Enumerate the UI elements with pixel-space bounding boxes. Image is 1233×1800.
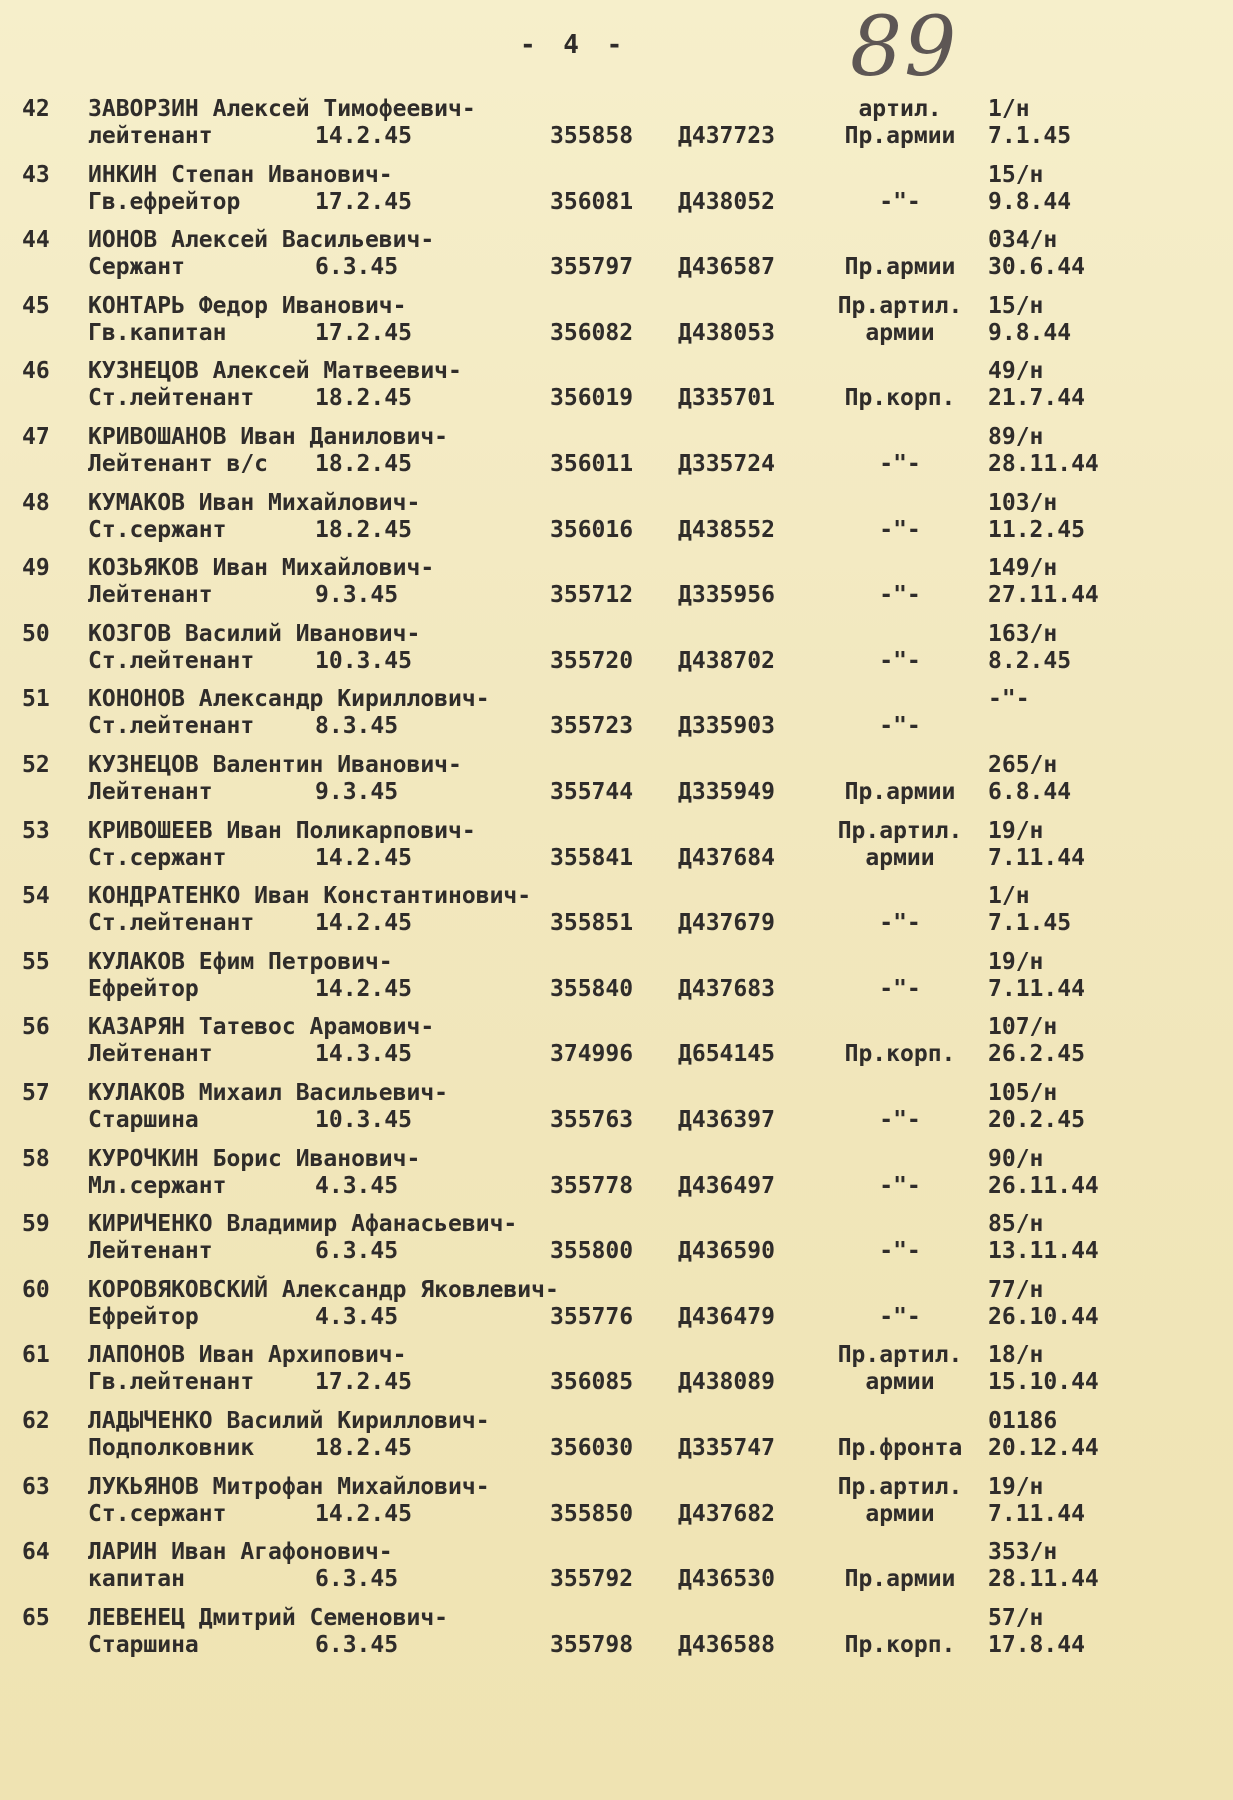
person-name: ЛУКЬЯНОВ Митрофан Михайлович- bbox=[88, 1473, 490, 1500]
order-number: 77/н bbox=[988, 1276, 1044, 1303]
person-rank: Подполковник bbox=[88, 1435, 255, 1461]
order-number: 034/н bbox=[988, 227, 1058, 254]
award-number: 355792 bbox=[550, 1566, 634, 1593]
record-number: 63 bbox=[22, 1473, 50, 1500]
order-number: 19/н bbox=[988, 948, 1044, 975]
person-rank: Ст.сержант bbox=[88, 1500, 227, 1527]
person-name: КРИВОШЕЕВ Иван Поликарпович- bbox=[88, 817, 476, 844]
order-number: 57/н bbox=[988, 1604, 1044, 1631]
list-item bbox=[0, 158, 1233, 224]
order-issuer: -"- bbox=[879, 1172, 921, 1199]
order-number: 15/н bbox=[988, 161, 1044, 188]
person-name: КОНДРАТЕНКО Иван Константинович- bbox=[88, 883, 532, 910]
person-name: ЛАПОНОВ Иван Архипович- bbox=[88, 1342, 407, 1369]
list-item bbox=[0, 1142, 1233, 1208]
record-number: 59 bbox=[22, 1211, 50, 1238]
document-number: Д436588 bbox=[678, 1631, 775, 1658]
record-number: 61 bbox=[22, 1342, 50, 1369]
person-name: КУЗНЕЦОВ Валентин Иванович- bbox=[88, 752, 462, 778]
document-number: Д438052 bbox=[678, 188, 775, 215]
document-number: Д436590 bbox=[678, 1238, 775, 1265]
award-number: 356030 bbox=[550, 1435, 634, 1461]
document-number: Д437682 bbox=[678, 1500, 775, 1527]
award-date: 18.2.45 bbox=[315, 1435, 412, 1461]
order-issuer: -"- bbox=[879, 1238, 921, 1265]
person-name: КУЛАКОВ Ефим Петрович- bbox=[88, 948, 393, 975]
order-date: 20.2.45 bbox=[988, 1107, 1085, 1133]
order-issuer: Пр.фронта bbox=[837, 1435, 963, 1461]
list-item bbox=[0, 1273, 1233, 1339]
person-name: ИОНОВ Алексей Васильевич- bbox=[88, 227, 435, 254]
order-date: 30.6.44 bbox=[988, 254, 1085, 281]
record-number: 50 bbox=[22, 620, 50, 647]
order-number: 85/н bbox=[988, 1211, 1044, 1238]
document-number: Д437683 bbox=[678, 975, 775, 1002]
order-date: 9.8.44 bbox=[988, 188, 1072, 215]
document-number: Д436479 bbox=[678, 1303, 775, 1330]
person-name: ЛЕВЕНЕЦ Дмитрий Семенович- bbox=[88, 1604, 449, 1631]
award-number: 355712 bbox=[550, 582, 634, 609]
record-number: 48 bbox=[22, 489, 50, 516]
list-item bbox=[0, 420, 1233, 486]
record-number: 46 bbox=[22, 358, 50, 385]
award-number: 355776 bbox=[550, 1303, 634, 1330]
award-number: 356082 bbox=[550, 319, 634, 346]
document-number: Д438552 bbox=[678, 516, 775, 543]
order-issuer: Пр.артил. армии bbox=[837, 1473, 963, 1527]
order-issuer: -"- bbox=[879, 516, 921, 543]
person-name: КУМАКОВ Иван Михайлович- bbox=[88, 489, 421, 516]
order-date: 7.11.44 bbox=[988, 1500, 1085, 1527]
person-name: ЛАРИН Иван Агафонович- bbox=[88, 1539, 393, 1566]
person-name: КИРИЧЕНКО Владимир Афанасьевич- bbox=[88, 1211, 518, 1238]
award-date: 6.3.45 bbox=[315, 1238, 399, 1265]
order-date: 27.11.44 bbox=[988, 582, 1099, 609]
document-number: Д335949 bbox=[678, 779, 775, 805]
list-item bbox=[0, 682, 1233, 748]
order-number: 15/н bbox=[988, 292, 1044, 319]
award-number: 355744 bbox=[550, 779, 634, 805]
list-item bbox=[0, 92, 1233, 158]
award-number: 355851 bbox=[550, 910, 634, 937]
order-date: 15.10.44 bbox=[988, 1369, 1099, 1396]
award-number: 356019 bbox=[550, 385, 634, 412]
order-number: 1/н bbox=[988, 96, 1030, 122]
order-issuer: Пр.армии bbox=[844, 1566, 956, 1593]
order-issuer: -"- bbox=[879, 582, 921, 609]
order-date: 20.12.44 bbox=[988, 1435, 1099, 1461]
person-rank: Старшина bbox=[88, 1107, 199, 1133]
award-date: 6.3.45 bbox=[315, 254, 399, 281]
person-rank: Ефрейтор bbox=[88, 975, 199, 1002]
award-number: 355763 bbox=[550, 1107, 634, 1133]
list-item bbox=[0, 617, 1233, 683]
order-issuer: артил. Пр.армии bbox=[844, 96, 956, 149]
order-issuer: -"- bbox=[879, 188, 921, 215]
person-rank: Ст.сержант bbox=[88, 844, 227, 871]
award-number: 355858 bbox=[550, 123, 634, 149]
order-issuer: -"- bbox=[879, 910, 921, 937]
order-issuer: -"- bbox=[879, 975, 921, 1002]
record-number: 60 bbox=[22, 1276, 50, 1303]
award-number: 355841 bbox=[550, 844, 634, 871]
list-item bbox=[0, 486, 1233, 552]
record-number: 42 bbox=[22, 96, 50, 122]
award-number: 356081 bbox=[550, 188, 634, 215]
list-item bbox=[0, 945, 1233, 1011]
award-date: 10.3.45 bbox=[315, 1107, 412, 1133]
order-issuer: Пр.корп. bbox=[844, 385, 956, 412]
person-rank: капитан bbox=[88, 1566, 185, 1593]
person-rank: Старшина bbox=[88, 1631, 199, 1658]
person-rank: Мл.сержант bbox=[88, 1172, 227, 1199]
order-number: 49/н bbox=[988, 358, 1044, 385]
person-rank: Ст.сержант bbox=[88, 516, 227, 543]
award-date: 9.3.45 bbox=[315, 779, 399, 805]
document-number: Д437679 bbox=[678, 910, 775, 937]
document-number: Д335747 bbox=[678, 1435, 775, 1461]
page-number: - 4 - bbox=[520, 30, 629, 60]
award-number: 356085 bbox=[550, 1369, 634, 1396]
award-date: 8.3.45 bbox=[315, 713, 399, 740]
document-number: Д438053 bbox=[678, 319, 775, 346]
order-number: 18/н bbox=[988, 1342, 1044, 1369]
order-date: 7.11.44 bbox=[988, 844, 1085, 871]
order-number: 19/н bbox=[988, 1473, 1044, 1500]
document-number: Д335956 bbox=[678, 582, 775, 609]
document-number: Д335701 bbox=[678, 385, 775, 412]
record-number: 53 bbox=[22, 817, 50, 844]
order-issuer: -"- bbox=[879, 713, 921, 740]
award-date: 17.2.45 bbox=[315, 319, 412, 346]
order-number: 1/н bbox=[988, 883, 1030, 910]
list-item bbox=[0, 1404, 1233, 1470]
list-item bbox=[0, 1535, 1233, 1601]
list-item bbox=[0, 551, 1233, 617]
order-date: 26.10.44 bbox=[988, 1303, 1099, 1330]
person-name: КОЗЬЯКОВ Иван Михайлович- bbox=[88, 555, 435, 582]
person-name: КОНТАРЬ Федор Иванович- bbox=[88, 292, 407, 319]
list-item bbox=[0, 223, 1233, 289]
order-date: 6.8.44 bbox=[988, 779, 1072, 805]
document-number: Д436497 bbox=[678, 1172, 775, 1199]
order-date: 13.11.44 bbox=[988, 1238, 1099, 1265]
document-number: Д437723 bbox=[678, 123, 775, 149]
record-number: 52 bbox=[22, 752, 50, 778]
document-number: Д335724 bbox=[678, 451, 775, 477]
record-number: 51 bbox=[22, 686, 50, 713]
person-rank: Лейтенант bbox=[88, 1238, 213, 1265]
record-number: 65 bbox=[22, 1604, 50, 1631]
award-number: 355720 bbox=[550, 647, 634, 674]
document-number: Д335903 bbox=[678, 713, 775, 740]
award-number: 356016 bbox=[550, 516, 634, 543]
award-number: 374996 bbox=[550, 1041, 634, 1068]
list-item bbox=[0, 879, 1233, 945]
award-date: 14.3.45 bbox=[315, 1041, 412, 1068]
order-number: 265/н bbox=[988, 752, 1058, 778]
person-rank: Лейтенант в/с bbox=[88, 451, 269, 477]
person-rank: Лейтенант bbox=[88, 1041, 213, 1068]
document-number: Д438089 bbox=[678, 1369, 775, 1396]
person-rank: Сержант bbox=[88, 254, 185, 281]
person-rank: лейтенант bbox=[88, 123, 213, 149]
order-date: 9.8.44 bbox=[988, 319, 1072, 346]
order-number: 89/н bbox=[988, 424, 1044, 450]
record-number: 54 bbox=[22, 883, 50, 910]
record-number: 44 bbox=[22, 227, 50, 254]
award-date: 10.3.45 bbox=[315, 647, 412, 674]
order-issuer: Пр.армии bbox=[844, 779, 956, 805]
person-rank: Ст.лейтенант bbox=[88, 910, 255, 937]
award-date: 18.2.45 bbox=[315, 385, 412, 412]
record-number: 56 bbox=[22, 1014, 50, 1041]
person-name: КОЗГОВ Василий Иванович- bbox=[88, 620, 421, 647]
order-issuer: -"- bbox=[879, 451, 921, 477]
order-issuer: Пр.артил. армии bbox=[837, 817, 963, 871]
award-date: 14.2.45 bbox=[315, 975, 412, 1002]
person-name: ЗАВОРЗИН Алексей Тимофеевич- bbox=[88, 96, 476, 122]
order-issuer: Пр.артил. армии bbox=[837, 1342, 963, 1396]
order-issuer: Пр.артил. армии bbox=[837, 292, 963, 346]
person-name: КУРОЧКИН Борис Иванович- bbox=[88, 1145, 421, 1172]
award-number: 355850 bbox=[550, 1500, 634, 1527]
award-number: 355797 bbox=[550, 254, 634, 281]
list-item bbox=[0, 1338, 1233, 1404]
person-name: КУЛАКОВ Михаил Васильевич- bbox=[88, 1080, 449, 1106]
award-number: 356011 bbox=[550, 451, 634, 477]
order-issuer: Пр.корп. bbox=[844, 1631, 956, 1658]
document-number: Д436587 bbox=[678, 254, 775, 281]
document-number: Д436397 bbox=[678, 1107, 775, 1133]
person-rank: Лейтенант bbox=[88, 779, 213, 805]
list-item bbox=[0, 1076, 1233, 1142]
order-date: 11.2.45 bbox=[988, 516, 1085, 543]
document-number: Д437684 bbox=[678, 844, 775, 871]
award-date: 14.2.45 bbox=[315, 1500, 412, 1527]
person-rank: Ст.лейтенант bbox=[88, 647, 255, 674]
order-date: 17.8.44 bbox=[988, 1631, 1085, 1658]
record-number: 55 bbox=[22, 948, 50, 975]
person-rank: Ст.лейтенант bbox=[88, 713, 255, 740]
order-date: 7.1.45 bbox=[988, 910, 1072, 937]
record-number: 49 bbox=[22, 555, 50, 582]
award-date: 17.2.45 bbox=[315, 188, 412, 215]
order-number: 149/н bbox=[988, 555, 1058, 582]
document-number: Д436530 bbox=[678, 1566, 775, 1593]
award-date: 14.2.45 bbox=[315, 844, 412, 871]
order-number: 19/н bbox=[988, 817, 1044, 844]
list-item bbox=[0, 354, 1233, 420]
order-date: 28.11.44 bbox=[988, 1566, 1099, 1593]
award-number: 355840 bbox=[550, 975, 634, 1002]
person-name: КОРОВЯКОВСКИЙ Александр Яковлевич- bbox=[88, 1276, 559, 1303]
document-number: Д654145 bbox=[678, 1041, 775, 1068]
order-number: 90/н bbox=[988, 1145, 1044, 1172]
award-date: 6.3.45 bbox=[315, 1566, 399, 1593]
person-name: КУЗНЕЦОВ Алексей Матвеевич- bbox=[88, 358, 462, 385]
record-number: 57 bbox=[22, 1080, 50, 1106]
record-number: 62 bbox=[22, 1408, 50, 1434]
order-date: 21.7.44 bbox=[988, 385, 1085, 412]
order-date: 26.2.45 bbox=[988, 1041, 1085, 1068]
list-item bbox=[0, 814, 1233, 880]
person-name: ИНКИН Степан Иванович- bbox=[88, 161, 393, 188]
order-number: -"- bbox=[988, 686, 1030, 713]
order-number: 01186 bbox=[988, 1408, 1058, 1434]
person-rank: Ефрейтор bbox=[88, 1303, 199, 1330]
person-rank: Лейтенант bbox=[88, 582, 213, 609]
person-rank: Гв.ефрейтор bbox=[88, 188, 241, 215]
record-number: 47 bbox=[22, 424, 50, 450]
person-name: КРИВОШАНОВ Иван Данилович- bbox=[88, 424, 449, 450]
order-issuer: Пр.армии bbox=[844, 254, 956, 281]
list-item bbox=[0, 748, 1233, 814]
award-date: 14.2.45 bbox=[315, 910, 412, 937]
award-number: 355778 bbox=[550, 1172, 634, 1199]
order-issuer: Пр.корп. bbox=[844, 1041, 956, 1068]
order-number: 353/н bbox=[988, 1539, 1058, 1566]
order-date: 26.11.44 bbox=[988, 1172, 1099, 1199]
order-number: 107/н bbox=[988, 1014, 1058, 1041]
person-rank: Ст.лейтенант bbox=[88, 385, 255, 412]
document-number: Д438702 bbox=[678, 647, 775, 674]
record-number: 43 bbox=[22, 161, 50, 188]
list-item bbox=[0, 1601, 1233, 1667]
list-item bbox=[0, 1207, 1233, 1273]
handwritten-page-number: 89 bbox=[850, 0, 959, 95]
order-date: 7.11.44 bbox=[988, 975, 1085, 1002]
award-date: 17.2.45 bbox=[315, 1369, 412, 1396]
record-number: 58 bbox=[22, 1145, 50, 1172]
list-item bbox=[0, 1470, 1233, 1536]
order-number: 163/н bbox=[988, 620, 1058, 647]
record-number: 45 bbox=[22, 292, 50, 319]
person-rank: Гв.капитан bbox=[88, 319, 227, 346]
record-number: 64 bbox=[22, 1539, 50, 1566]
award-number: 355723 bbox=[550, 713, 634, 740]
list-item bbox=[0, 1010, 1233, 1076]
award-date: 14.2.45 bbox=[315, 123, 412, 149]
person-rank: Гв.лейтенант bbox=[88, 1369, 255, 1396]
order-number: 105/н bbox=[988, 1080, 1058, 1106]
award-date: 6.3.45 bbox=[315, 1631, 399, 1658]
award-date: 4.3.45 bbox=[315, 1303, 399, 1330]
order-date: 8.2.45 bbox=[988, 647, 1072, 674]
order-date: 7.1.45 bbox=[988, 123, 1072, 149]
order-issuer: -"- bbox=[879, 647, 921, 674]
order-issuer: -"- bbox=[879, 1303, 921, 1330]
award-date: 18.2.45 bbox=[315, 516, 412, 543]
order-date: 28.11.44 bbox=[988, 451, 1099, 477]
award-date: 9.3.45 bbox=[315, 582, 399, 609]
order-issuer: -"- bbox=[879, 1107, 921, 1133]
order-number: 103/н bbox=[988, 489, 1058, 516]
award-date: 4.3.45 bbox=[315, 1172, 399, 1199]
person-name: КАЗАРЯН Татевос Арамович- bbox=[88, 1014, 435, 1041]
award-number: 355798 bbox=[550, 1631, 634, 1658]
award-number: 355800 bbox=[550, 1238, 634, 1265]
person-name: ЛАДЫЧЕНКО Василий Кириллович- bbox=[88, 1408, 490, 1434]
person-name: КОНОНОВ Александр Кириллович- bbox=[88, 686, 490, 713]
list-item bbox=[0, 289, 1233, 355]
award-date: 18.2.45 bbox=[315, 451, 412, 477]
